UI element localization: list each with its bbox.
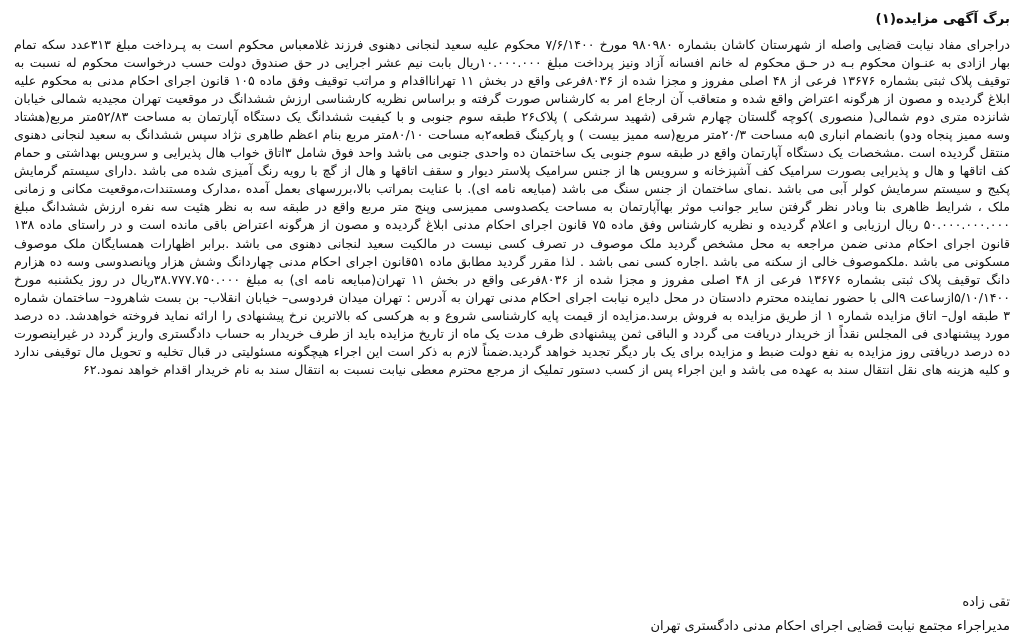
signer-name: تقی زاده	[962, 595, 1010, 610]
signature-block	[650, 593, 1010, 637]
signer-title: مدیراجراء مجتمع نیابت قضایی اجرای احکام مدنی دادگستری تهران	[650, 619, 1010, 634]
notice-title: برگ آگهی مزایده(۱)	[875, 11, 1010, 27]
notice-body: دراجرای مفاد نیابت قضایی واصله از شهرستان کاشان بشماره ۹۸۰۹۸۰ مورخ ۷/۶/۱۴۰۰ محکوم علیه سعید لنجانی دهنوی فرزند غلامعباس محکوم است به پـرداخت مبلغ ۳۱۳عدد سکه تمام بهار ازادی به عنـوان محکوم بـه در حـق محکوم له خانم افسانه آزاد ونیز پرداخت مبلغ ۱۰.۰۰۰.۰۰۰ریال بابت نیم عشر اجرایی در حق صندوق دولت حسب درخواست محکوم له نسبت به توقیف پلاک ثبتی بشماره ۱۳۶۷۶ فرعی از ۴۸ اصلی مفروز و مجزا شده از ۸۰۳۶فرعی واقع در بخش ۱۱ تهرانااقدام و مراتب توقیف وفق ماده ۱۰۵ قانون اجرای احکام مدنی به محکوم علیه ابلاغ گردیده و مصون از هرگونه اعتراض واقع شده و متعاقب آن ارجاع امر به کارشناس صورت گرفته و براساس نظریه کارشناسی ارزش ششدانگ در موقعیت تهران مجیدیه شمالی خیابان شانزده متری دوم شمالی( منصوری )کوچه گلستان چهارم شرقی (شهید سرشکی ) پلاک۲۶ طبقه سوم جنوبی و با کیفیت ششدانگ یک دستگاه آپارتمان به مساحت ۵۲/۸۳متر مربع(هشتاد وسه ممیز پنجاه ودو) بانضمام انباری ۵به مساحت ۲۰/۳متر مربع(سه ممیز بیست ) و پارکینگ قطعه۲به مساحت ۸۰/۱۰متر مربع بنام اعظم طاهری نژاد سپس ششدانگ به سعید لنجانی دهنوی منتقل گردیده است .مشخصات یک دستگاه آپارتمان واقع در طبقه سوم جنوبی یک ساختمان ده واحدی جنوبی می باشد واحد فوق شامل ۳اتاق خواب هال پذیرایی و سرویس بهداشتی و حمام کف اتاقها و هال و پذیرایی بصورت سرامیک کف آشپزخانه و سرویس ها از جنس سرامیک پلاستر دیوار و سقف اتاقها و هال از گچ با رویه رنگ آمیزی شده می باشد .دارای سیستم گرمایش پکیج و سیستم سرمایش کولر آبی می باشد .نمای ساختمان از جنس سنگ می باشد (مبایعه نامه ای). با عنایت بمراتب بالا،بررسهای بعمل آمده ،مدارک ومستندات،موقعیت مکانی و زمانی ملک ، شرایط ظاهری بنا وبادر نظر گرفتن سایر جوانب موثر بهاآپارتمان به مساحت یکصدوسی ممیزسی وپنج متر مربع واقع در طبقه سه به نظر هئیت سه نفره ارزش ششدانگ مبلغ ۵۰.۰۰۰.۰۰۰.۰۰۰ ریال ارزیابی و اعلام گردیده و نظریه کارشناس وفق ماده ۷۵ قانون اجرای احکام مدنی ابلاغ گردیده و مصون از هرگونه اعتراض باقی مانده است و در راستای ماده ۱۳۸ قانون اجرای احکام مدنی ضمن مراجعه به محل مشخص گردید ملک موصوف در تصرف کسی نیست در مالکیت سعید لنجانی دهنوی می باشد .برابر اظهارات همسایگان ملک موصوف مسکونی می باشد .ملکموصوف خالی از سکنه می باشد .اجاره کسی نمی باشد . لذا مقرر گردید مطابق ماده ۵۱قانون اجرای احکام مدنی چهاردانگ وشش هزار وپانصدوسی وسه ده هزارم دانگ توقیف پلاک ثبتی بشماره ۱۳۶۷۶ فرعی از ۴۸ اصلی مفروز و مجزا شده از ۸۰۳۶فرعی واقع در بخش ۱۱ تهران(مبایعه نامه ای) به مبلغ ۳۸.۷۷۷.۷۵۰.۰۰۰ریال در روز یکشنبه مورخ ۵/۱۰/۱۴۰۰ازساعت ۹الی با حضور نماینده محترم دادستان در محل دایره نیابت اجرای احکام مدنی تهران به آدرس : تهران میدان فردوسی– خیابان انقلاب- بن بست شاهرود– ساختمان شماره ۳ طبقه اول– اتاق مزایده شماره ۱ از طریق مزایده به فروش برسد.مزایده از قیمت پایه کارشناسی شروع و به هرکسی که بالاترین نرخ پیشنهادی را ارائه نماید فروخته خواهدشد. ده درصد مورد پیشنهادی فی المجلس نقداً از خریدار دریافت می گردد و الباقی ثمن پیشنهادی ظرف مدت یک ماه از تاریخ مزایده باید از طرف خریدار به حساب دادگستری واریز گردد در غیراینصورت ده درصد دریافتی روز مزایده به نفع دولت ضبط و مزایده برای یک بار دیگر تجدید خواهد گردید.ضمناً لازم به ذکر است این اجراء هیچگونه مسئولیتی در قبال تخلیه و تحویل مال توقیفی ندارد و کلیه هزینه های نقل انتقال سند به عهده می باشد و این اجراء پس از کسب دستور تملیک از مرجع محترم معطی نیابت نسبت به انتقال سند به نام خریدار اقدام خواهد نمود.۶۲	[14, 37, 1011, 377]
